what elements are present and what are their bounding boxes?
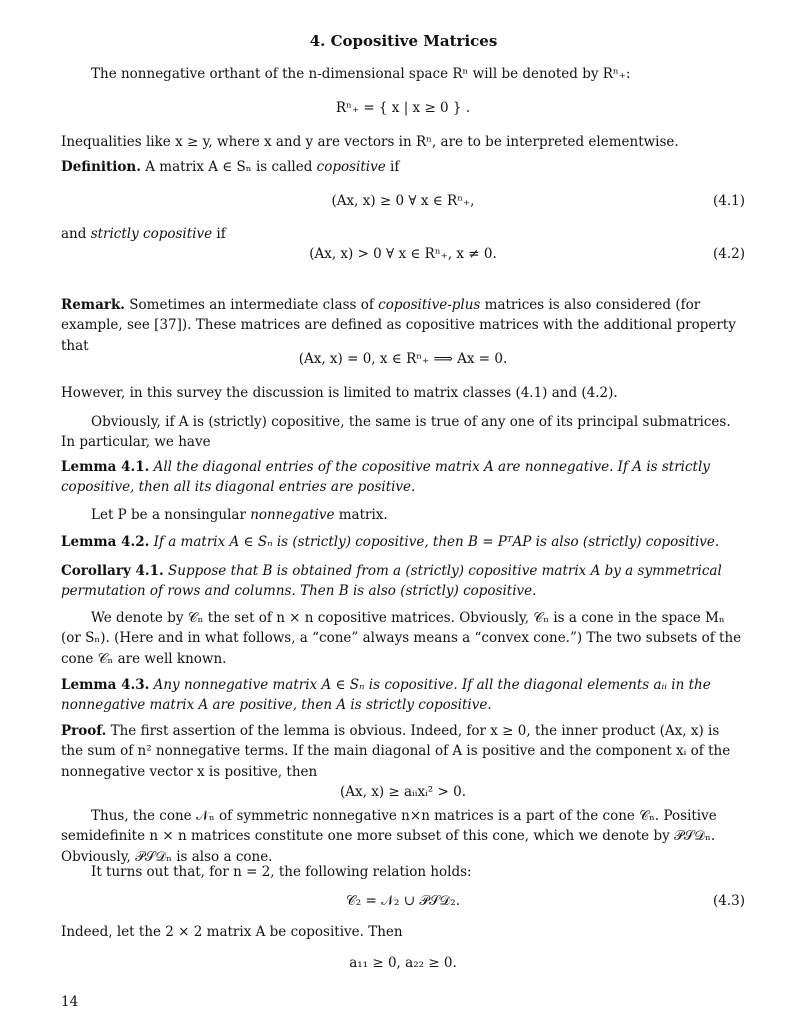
definition-label: Definition. [61,159,141,175]
paragraph-nonsingular-term: nonnegative [250,507,335,523]
equation-4-2-number: (4.2) [712,246,745,262]
proof [61,721,745,782]
remark-term: copositive-plus [378,297,481,313]
paragraph-submatrices: Obviously, if A is (strictly) copositive, the same is true of any one of its principal submatrices. In particular, we have [61,414,731,451]
paragraph-orthant: The nonnegative orthant of the n-dimensional space Rⁿ will be denoted by Rⁿ₊: [91,66,631,82]
paragraph-cones: We denote by 𝒞ₙ the set of n × n copositive matrices. Obviously, 𝒞ₙ is a cone in the space Mₙ (or Sₙ). (Here and in what follows, a “cone” always means a “convex cone.”) The two subsets of the cone 𝒞ₙ are well known. [61,610,742,667]
equation-orthant: Rⁿ₊ = { x | x ≥ 0 } . [335,100,471,116]
strict-definition [61,224,745,244]
section-title: 4. Copositive Matrices [309,32,498,50]
paragraph-nonsingular-text-end: matrix. [334,507,388,523]
definition [61,157,745,177]
remark-text-end: matrices is also considered (for example, see [37]). These matrices are defined as copositive matrices with the additional property that [61,297,736,354]
lemma-4-2-label: Lemma 4.2. [61,534,150,550]
corollary-4-1-text: Suppose that B is obtained from a (strictly) copositive matrix A by a symmetrical permutation of rows and columns. Then B is also (strictly) copositive. [61,563,722,600]
definition-term: copositive [316,159,386,175]
equation-copositive-plus: (Ax, x) = 0, x ∈ Rⁿ₊ ⟹ Ax = 0. [298,351,508,367]
equation-diagonal: a₁₁ ≥ 0, a₂₂ ≥ 0. [349,955,457,971]
corollary-4-1-label: Corollary 4.1. [61,563,164,579]
equation-4-1-number: (4.1) [712,193,745,209]
lemma-4-1-text: All the diagonal entries of the copositive matrix A are nonnegative. If A is strictly copositive, then all its diagonal entries are positive. [61,459,710,496]
lemma-4-3-label: Lemma 4.3. [61,677,150,693]
paragraph-survey: However, in this survey the discussion is limited to matrix classes (4.1) and (4.2). [61,385,618,401]
equation-proof: (Ax, x) ≥ aᵢᵢxᵢ² > 0. [340,784,466,800]
equation-4-3-expr: 𝒞₂ = 𝒩₂ ∪ 𝒫𝒮𝒟₂. [345,893,461,909]
lemma-4-3-text: Any nonnegative matrix A ∈ Sₙ is copositive. If all the diagonal elements aᵢᵢ in the nonnegative matrix A are positive, then A is strictly copositive. [61,677,711,714]
proof-text: The first assertion of the lemma is obvious. Indeed, for x ≥ 0, the inner product (Ax, x) is the sum of n² nonnegative terms. If the main diagonal of A is positive and the component xᵢ of the nonnegative vector x is positive, then [61,723,731,780]
page-number: 14 [61,994,79,1010]
lemma-4-2 [61,532,745,552]
paragraph-relation: It turns out that, for n = 2, the following relation holds: [91,864,472,880]
definition-text: A matrix A ∈ Sₙ is called [140,159,317,175]
paragraph-nonsingular [61,505,745,525]
paragraph-inequalities: Inequalities like x ≥ y, where x and y are vectors in Rⁿ, are to be interpreted elementwise. [61,134,679,150]
paragraph-indeed: Indeed, let the 2 × 2 matrix A be copositive. Then [61,924,403,940]
remark-text: Sometimes an intermediate class of [125,297,379,313]
strict-definition-text-end: if [212,226,226,242]
remark-label: Remark. [61,297,126,313]
lemma-4-3 [61,675,745,716]
strict-definition-text: and [61,226,91,242]
paragraph-cone-nn: Thus, the cone 𝒩ₙ of symmetric nonnegative n×n matrices is a part of the cone 𝒞ₙ. Positive semidefinite n × n matrices constitute one more subset of this cone, which we denote by 𝒫𝒮𝒟ₙ. Obviously, 𝒫𝒮𝒟ₙ is also a cone. [61,808,717,865]
equation-4-3-number: (4.3) [712,893,745,909]
remark [61,295,745,356]
lemma-4-2-text: If a matrix A ∈ Sₙ is (strictly) copositive, then B = PᵀAP is also (strictly) copositive. [149,534,720,550]
lemma-4-1 [61,457,745,498]
corollary-4-1 [61,561,745,602]
definition-text-end: if [385,159,400,175]
equation-4-1-expr: (Ax, x) ≥ 0 ∀ x ∈ Rⁿ₊, [331,193,475,209]
lemma-4-1-label: Lemma 4.1. [61,459,150,475]
proof-label: Proof. [61,723,107,739]
equation-4-2-expr: (Ax, x) > 0 ∀ x ∈ Rⁿ₊, x ≠ 0. [309,246,497,262]
strict-definition-term: strictly copositive [90,226,213,242]
paragraph-nonsingular-text: Let P be a nonsingular [91,507,251,523]
